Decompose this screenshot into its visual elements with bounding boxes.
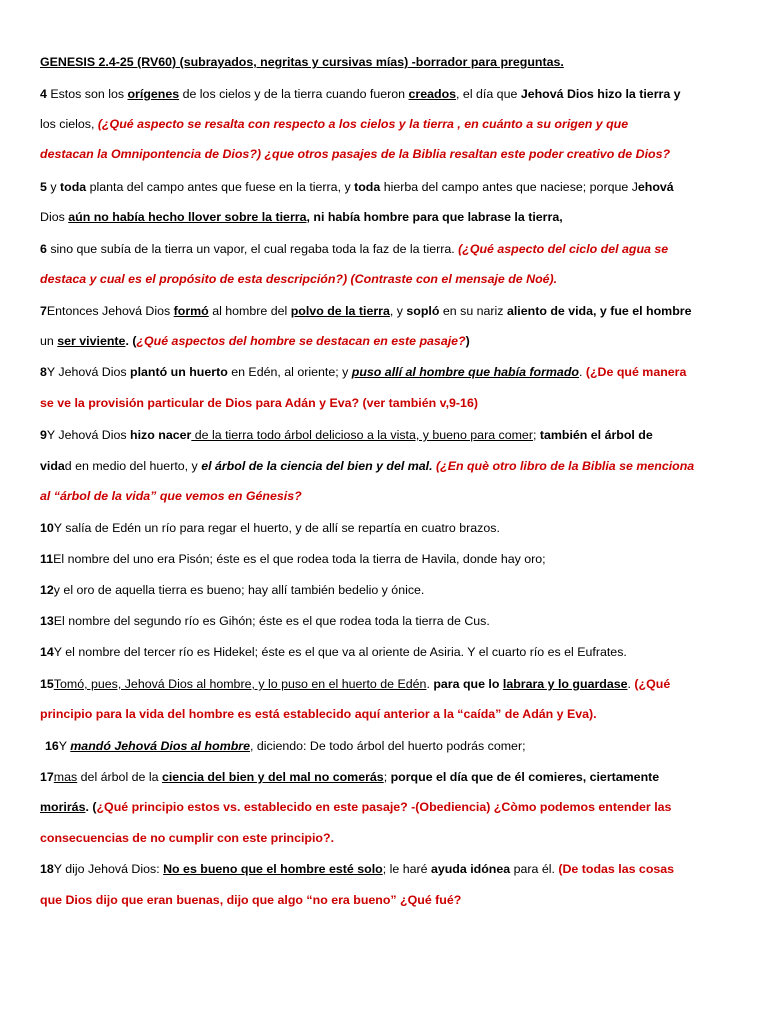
question-text: ¿Qué aspectos del hombre se destacan en este pasaje? bbox=[136, 334, 466, 348]
text: Y Jehová Dios bbox=[46, 428, 131, 442]
text: también el árbol de bbox=[539, 428, 653, 442]
verse-4-line-2 bbox=[40, 116, 628, 132]
text: . bbox=[426, 677, 434, 691]
verse-number: 9 bbox=[40, 428, 47, 442]
question-text: ¿Qué principio estos vs. establecido en este pasaje? -(Obediencia) ¿Còmo podemos entender las bbox=[96, 800, 672, 814]
verse-5-line-1 bbox=[40, 179, 674, 195]
question-text: (¿Qué aspecto se resalta con respecto a los cielos y la tierra , en cuánto a su origen y que bbox=[97, 117, 629, 131]
verse-number: 5 bbox=[40, 180, 47, 194]
verse-9-line-2 bbox=[40, 458, 694, 474]
text: Y bbox=[58, 739, 71, 753]
text: el árbol de la ciencia del bien y del mal. bbox=[201, 459, 433, 473]
text: sopló bbox=[406, 304, 440, 318]
text: sino que subía de la tierra un vapor, el cual regaba toda la faz de la tierra. bbox=[46, 242, 459, 256]
verse-5-line-2 bbox=[40, 209, 563, 225]
verse-number: 12 bbox=[40, 583, 54, 597]
text: ; bbox=[532, 428, 540, 442]
verse-number: 10 bbox=[40, 521, 54, 535]
question-text: (¿En què otro libro de la Biblia se menciona bbox=[432, 459, 695, 473]
verse-17-line-1 bbox=[40, 769, 659, 785]
text: morirás bbox=[40, 800, 86, 814]
text: , ni había hombre para que labrase la tierra, bbox=[306, 210, 563, 224]
verse-15-line-1 bbox=[40, 676, 670, 692]
text: de los cielos y de la tierra cuando fueron bbox=[179, 87, 409, 101]
text: toda bbox=[354, 180, 381, 194]
text: planta del campo antes que fuese en la tierra, y bbox=[86, 180, 355, 194]
text: Entonces Jehová Dios bbox=[46, 304, 174, 318]
verse-8-line-2: se ve la provisión particular de Dios para Adán y Eva? (ver también v,9-16) bbox=[40, 396, 478, 410]
verse-6-line-2: destaca y cual es el propósito de esta descripción?) (Contraste con el mensaje de Noé). bbox=[40, 272, 558, 286]
question-text: (¿Qué aspecto del ciclo del agua se bbox=[458, 242, 669, 256]
verse-10 bbox=[40, 520, 500, 536]
text: mandó Jehová Dios al hombre bbox=[70, 739, 250, 753]
text: y bbox=[46, 180, 60, 194]
verse-9-line-3: al “árbol de la vida” que vemos en Génesis? bbox=[40, 489, 302, 503]
verse-number: 14 bbox=[40, 645, 54, 659]
text: , y bbox=[389, 304, 407, 318]
text: porque el día que de él comieres, ciertamente bbox=[390, 770, 660, 784]
verse-13 bbox=[40, 613, 490, 629]
verse-number: 6 bbox=[40, 242, 47, 256]
text: El nombre del segundo río es Gihón; éste es el que rodea toda la tierra de Cus. bbox=[53, 614, 490, 628]
verse-6-line-1 bbox=[40, 241, 668, 257]
text: d en medio del huerto, y bbox=[64, 459, 202, 473]
text: ciencia del bien y del mal no comerás bbox=[161, 770, 384, 784]
document-heading: GENESIS 2.4-25 (RV60) (subrayados, negritas y cursivas mías) -borrador para preguntas. bbox=[40, 55, 564, 69]
text: , el día que bbox=[456, 87, 521, 101]
text: labrara y lo guardase bbox=[502, 677, 628, 691]
text: . bbox=[627, 677, 635, 691]
text: en su nariz bbox=[439, 304, 507, 318]
text: un bbox=[40, 334, 58, 348]
verse-number: 4 bbox=[40, 87, 47, 101]
text: puso allí al hombre que había formado bbox=[351, 365, 579, 379]
text: en Edén, al oriente; y bbox=[227, 365, 352, 379]
text: aún no había hecho llover sobre la tierra bbox=[68, 210, 307, 224]
verse-number: 11 bbox=[40, 552, 54, 566]
text: ; bbox=[383, 770, 391, 784]
verse-number: 8 bbox=[40, 365, 47, 379]
text: El nombre del uno era Pisón; éste es el que rodea toda la tierra de Havila, donde hay oro; bbox=[53, 552, 546, 566]
verse-4-line-3: destacan la Omnipontencia de Dios?) ¿que otros pasajes de la Biblia resaltan este poder creativo de Dios? bbox=[40, 147, 671, 161]
text: y el oro de aquella tierra es bueno; hay allí también bedelio y ónice. bbox=[53, 583, 425, 597]
verse-17-line-2 bbox=[40, 799, 671, 815]
text: ehová bbox=[637, 180, 674, 194]
verse-18-line-2: que Dios dijo que eran buenas, dijo que algo “no era bueno” ¿Qué fué? bbox=[40, 893, 462, 907]
verse-number: 13 bbox=[40, 614, 54, 628]
text: Y dijo Jehová Dios: bbox=[53, 862, 164, 876]
text: para que lo bbox=[433, 677, 503, 691]
question-text: (¿De qué manera bbox=[585, 365, 687, 379]
verse-9-line-1 bbox=[40, 427, 653, 443]
verse-7-line-2 bbox=[40, 333, 470, 349]
text: formó bbox=[173, 304, 209, 318]
verse-7-line-1 bbox=[40, 303, 691, 319]
verse-4-line-1 bbox=[40, 86, 681, 102]
question-text: (¿Qué bbox=[634, 677, 671, 691]
text: hizo nacer bbox=[130, 428, 192, 442]
text: plantó un huerto bbox=[130, 365, 228, 379]
text: Y el nombre del tercer río es Hidekel; éste es el que va al oriente de Asiria. Y el cuarto río es el Eufrates. bbox=[53, 645, 627, 659]
text: vida bbox=[40, 459, 65, 473]
text: Y salía de Edén un río para regar el huerto, y de allí se repartía en cuatro brazos. bbox=[53, 521, 500, 535]
verse-15-line-2: principio para la vida del hombre es está establecido aquí anterior a la “caída” de Adán y Eva). bbox=[40, 707, 597, 721]
verse-number: 7 bbox=[40, 304, 47, 318]
verse-14 bbox=[40, 644, 627, 660]
verse-number: 17 bbox=[40, 770, 54, 784]
text: , diciendo: De todo árbol del huerto podrás comer; bbox=[250, 739, 526, 753]
verse-number: 15 bbox=[40, 677, 54, 691]
question-text: (De todas las cosas bbox=[558, 862, 675, 876]
verse-17-line-3: consecuencias de no cumplir con este principio?. bbox=[40, 831, 335, 845]
verse-16 bbox=[45, 738, 526, 754]
text: . ( bbox=[85, 800, 97, 814]
text: ser viviente bbox=[57, 334, 126, 348]
text: Jehová Dios hizo la tierra y bbox=[520, 87, 681, 101]
verse-8-line-1 bbox=[40, 364, 686, 380]
text: de la tierra todo árbol delicioso a la vista, y bueno para comer bbox=[191, 428, 533, 442]
text: Dios bbox=[40, 210, 69, 224]
verse-number: 16 bbox=[45, 739, 59, 753]
text: . ( bbox=[125, 334, 137, 348]
text: orígenes bbox=[127, 87, 180, 101]
text: del árbol de la bbox=[77, 770, 162, 784]
text: mas bbox=[53, 770, 78, 784]
text: los cielos, bbox=[40, 117, 98, 131]
text: toda bbox=[60, 180, 87, 194]
text: polvo de la tierra bbox=[290, 304, 390, 318]
verse-number: 18 bbox=[40, 862, 54, 876]
text: ayuda idónea bbox=[430, 862, 511, 876]
text: No es bueno que el hombre esté solo bbox=[163, 862, 383, 876]
text: ) bbox=[465, 334, 470, 348]
text: ; le haré bbox=[382, 862, 431, 876]
text: creados bbox=[408, 87, 457, 101]
text: aliento de vida, y fue el hombre bbox=[506, 304, 692, 318]
verse-12 bbox=[40, 582, 424, 598]
text: . bbox=[578, 365, 586, 379]
verse-11 bbox=[40, 551, 546, 567]
text: Estos son los bbox=[46, 87, 128, 101]
text: para él. bbox=[510, 862, 559, 876]
text: hierba del campo antes que naciese; porque J bbox=[380, 180, 638, 194]
text: Y Jehová Dios bbox=[46, 365, 131, 379]
text: Tomó, pues, Jehová Dios al hombre, y lo puso en el huerto de Edén bbox=[53, 677, 427, 691]
verse-18-line-1 bbox=[40, 861, 674, 877]
text: al hombre del bbox=[208, 304, 291, 318]
